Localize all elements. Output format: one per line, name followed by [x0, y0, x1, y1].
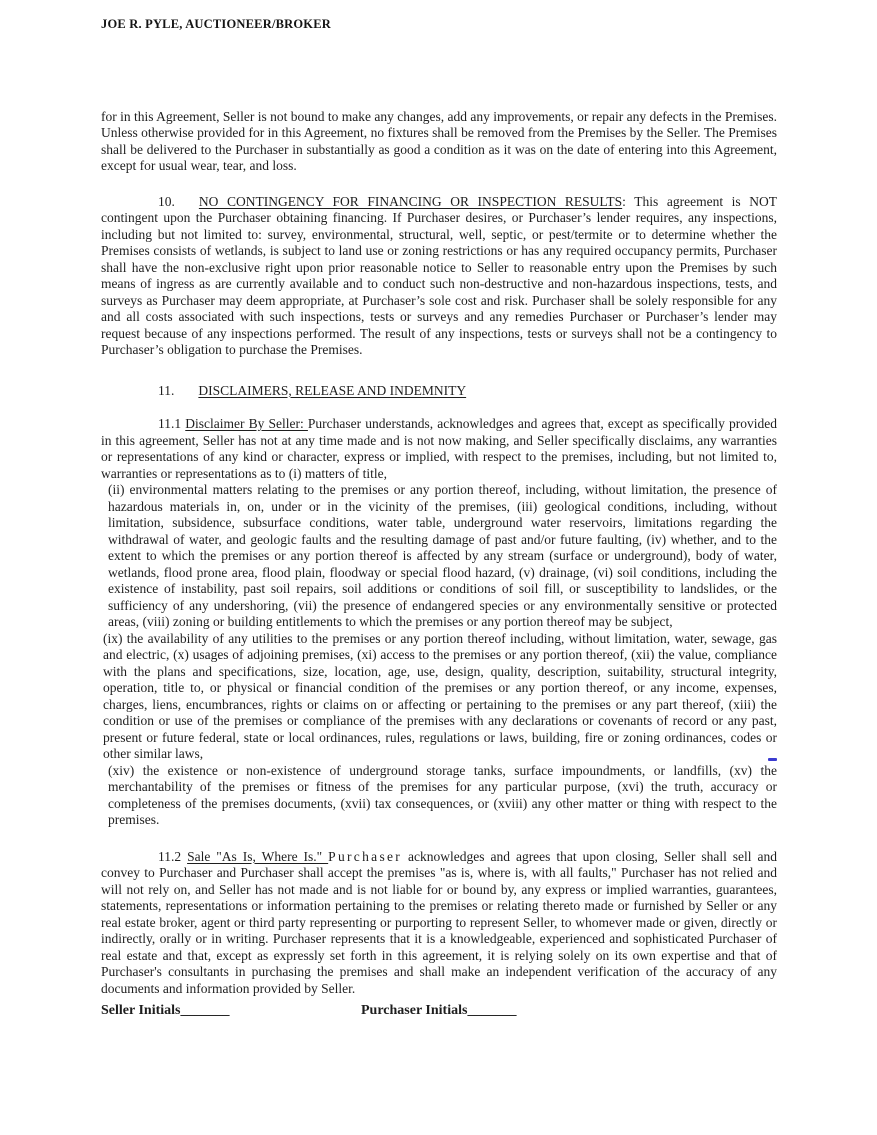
section-10-text: : This agreement is NOT contingent upon the Purchaser obtaining financing. If Purchaser desires, or Purchaser’s lender requires, any inspections, including but not limited to: survey, environmental, structural, well, septic, or pest/termite or to determine whether the Premises consists of wetlands, is subject to land use or zoning restrictions or has any required occupancy permits, Purchaser shall have the non-exclusive right upon prior reasonable notice to Seller to reasonable entry upon the Premises by such means of ingress as are currently available and to conduct such non-destructive and non-hazardous inspections, tests, and surveys as Purchaser may deem appropriate, at Purchaser’s sole cost and risk. Purchaser shall be solely responsible for any and all costs associated with such inspections, tests or surveys and any remedies Purchaser or Purchaser’s lender may request because of any inspections performed. The result of any inspections, tests or surveys shall not be a contingency to Purchaser’s obligation to purchase the Premises.	[101, 193, 777, 357]
section-11-number: 11.	[158, 382, 175, 398]
section-11-1-heading: Disclaimer By Seller:	[185, 416, 308, 431]
blue-margin-mark	[768, 758, 777, 761]
section-11-2-text: acknowledges and agrees that upon closing, Seller shall sell and convey to Purchaser and Purchaser shall accept the premises "as is, where is, with all faults," Purchaser has not relied and will not rely on, and Seller has not made and is not liable for or bound by, any express or implied warranties, guarantees, statements, representations or information pertaining to the premises or relating thereto made or furnished by Seller or any real estate broker, agent or third party representing or purporting to represent Seller, to whomever made or given, directly or indirectly, orally or in writing. Purchaser represents that it is a knowledgeable, experienced and sophisticated Purchaser of real estate and that, except as expressly set forth in this agreement, it is relying solely on its own expertise and that of Purchaser's consultants in purchasing the premises and shall make an independent verification of the accuracy of any documents and information provided by Seller.	[101, 848, 778, 996]
section-11-1-paragraph	[101, 416, 777, 482]
seller-initials-label: Seller Initials	[101, 1003, 181, 1018]
purchaser-initials-blank: _______	[467, 1003, 517, 1018]
section-11-2-number: 11.2	[158, 848, 188, 864]
section-11-2-heading: Sale "As Is, Where Is."	[187, 848, 329, 864]
section-11-1-intro-text: Purchaser understands, acknowledges and agrees that, except as specifically provided in this agreement, Seller has not at any time made and is not now making, and Seller specifically disclaims, any warranties or representations of any kind or character, express or implied, with respect to the premises, including, but not limited to, warranties or representations as to (i) matters of title,	[101, 416, 777, 481]
section-11-1-block-ii: (ii) environmental matters relating to the premises or any portion thereof, including, without limitation, the presence of hazardous materials in, on, under or in the vicinity of the premises, (iii) geological conditions, including, without limitation, subsidence, subsurface conditions, water table, underground water reservoirs, limitations regarding the withdrawal of water, and geologic faults and the resulting damage of past and/or future faulting, (iv) whether, and to the extent to which the premises or any portion thereof is affected by any stream (surface or underground), body of water, wetlands, flood prone area, flood plain, floodway or special flood hazard, (v) drainage, (vi) soil conditions, including the existence of instability, past soil repairs, soil additions or conditions of soil fill, or susceptibility to landslides, or the sufficiency of any undershoring, (vii) the presence of endangered species or any environmentally sensitive or protected areas, (viii) zoning or building entitlements to which the premises or any portion thereof may be subject,	[108, 482, 777, 629]
purchaser-initials-group	[361, 1003, 516, 1020]
initials-row	[101, 1003, 777, 1020]
document-content	[101, 0, 777, 1020]
section-11-1-block-ix: (ix) the availability of any utilities to the premises or any portion thereof including, without limitation, water, sewage, gas and electric, (x) usages of adjoining premises, (xi) access to the premises or any portion thereof, (xii) the value, compliance with the plans and specifications, size, location, age, use, design, quality, description, suitability, structural integrity, operation, title to, or physical or financial condition of the premises or any portion thereof, or any income, expenses, charges, liens, encumbrances, rights or claims on or affecting or pertaining to the premises or any part thereof, (xiii) the condition or use of the premises or compliance of the premises with any declarations or covenants of record or any past, present or future federal, state or local ordinances, rules, regulations or laws, building, fire or zoning ordinances, codes or other similar laws,	[103, 630, 777, 761]
section-11-1-number: 11.1	[158, 416, 186, 431]
section-11-heading: DISCLAIMERS, RELEASE AND INDEMNITY	[198, 382, 467, 398]
section-11-2-spaced-word: Purchaser	[328, 848, 403, 864]
section-10-heading: NO CONTINGENCY FOR FINANCING OR INSPECTION RESULTS	[198, 193, 623, 209]
section-11-heading-line	[101, 383, 777, 400]
section-10-paragraph	[101, 194, 777, 359]
seller-initials-group	[101, 1003, 361, 1020]
section-10-number: 10.	[158, 193, 175, 209]
section-11-2-paragraph	[101, 849, 777, 998]
section-11-1-block-xiv: (xiv) the existence or non-existence of underground storage tanks, surface impoundments, or landfills, (xv) the merchantability of the premises or fitness of the premises for any particular purpose, (xvi) the truth, accuracy or completeness of the premises documents, (xvii) tax consequences, or (xviii) any other matter or thing with respect to the premises.	[108, 762, 777, 827]
continuation-paragraph: for in this Agreement, Seller is not bound to make any changes, add any improvements, or repair any defects in the Premises. Unless otherwise provided for in this Agreement, no fixtures shall be removed from the Premises by the Seller. The Premises shall be delivered to the Purchaser in substantially as good a condition as it was on the date of entering into this Agreement, except for usual wear, tear, and loss.	[101, 108, 777, 173]
seller-initials-blank: _______	[180, 1003, 230, 1018]
page-header: JOE R. PYLE, AUCTIONEER/BROKER	[101, 17, 331, 31]
purchaser-initials-label: Purchaser Initials	[361, 1003, 468, 1018]
